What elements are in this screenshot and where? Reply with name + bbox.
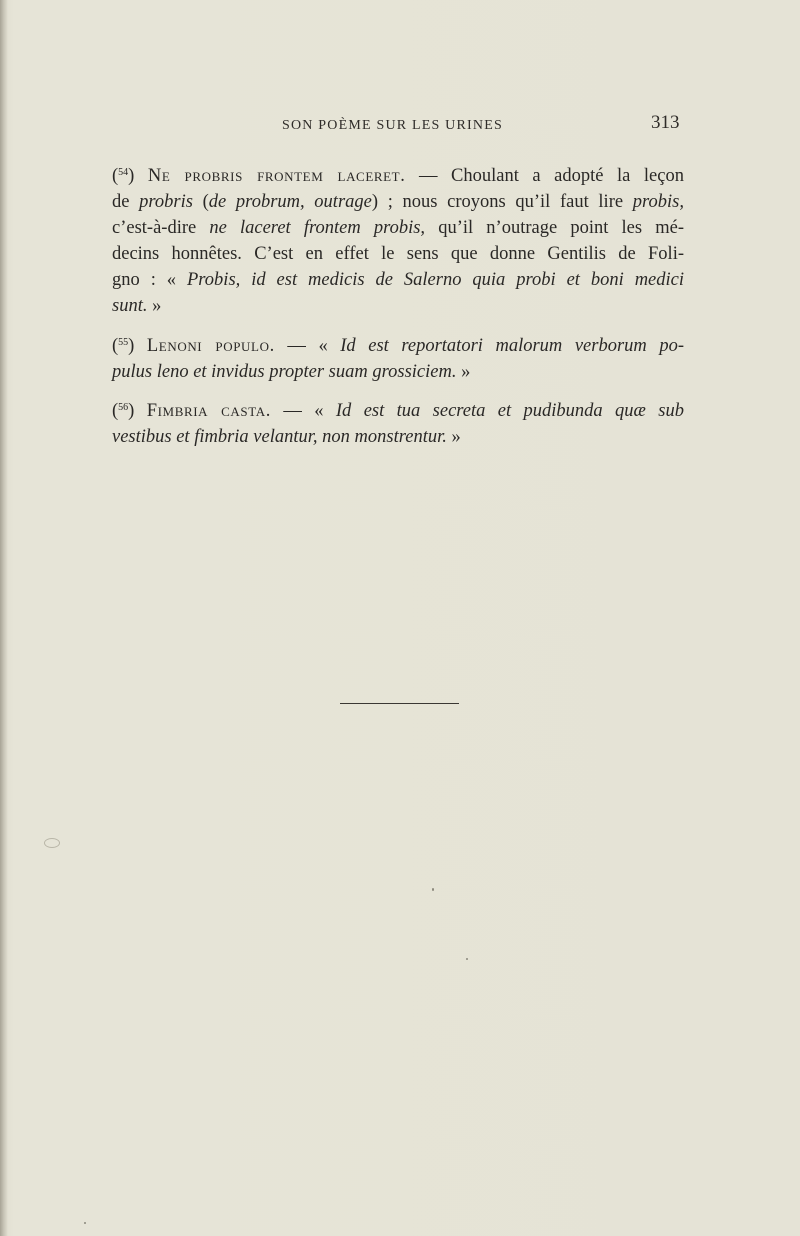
note-line: ($^{54}$) Ne probris frontem laceret. — Choulant a adopté la leçon	[112, 166, 684, 186]
page-number: 313	[651, 112, 680, 133]
note-italic: Id est reportatori malorum verborum po-	[340, 336, 685, 356]
paper-speck	[84, 1222, 86, 1224]
note-text: decins honnêtes. C’est en effet le sens que donne Gentilis de Foli-	[112, 244, 684, 264]
note-text: ) ; nous croyons qu’il faut lire	[371, 192, 633, 212]
note-italic: ne laceret frontem probis,	[209, 218, 426, 238]
note-italic: pulus leno et invidus propter suam grossiciem.	[112, 362, 457, 382]
footnote-55	[112, 330, 684, 385]
note-line: ($^{55}$) Lenoni populo. — « Id est reportatori malorum verborum po-	[112, 336, 685, 356]
end-rule	[340, 703, 459, 704]
note-text: — «	[270, 401, 336, 421]
footnote-56	[112, 395, 684, 450]
note-text: gno : «	[112, 270, 187, 290]
note-italic: Probis, id est medicis de Salerno quia probi et boni medici	[186, 270, 685, 290]
note-line: ($^{56}$) Fimbria casta. — « Id est tua secreta et pudibunda quæ sub	[112, 401, 684, 421]
note-italic: probris	[139, 192, 193, 212]
running-head: SON POÈME SUR LES URINES	[282, 118, 503, 133]
note-text: — Choulant a adopté la leçon	[405, 166, 684, 186]
note-number: 54	[118, 167, 129, 178]
note-line	[112, 241, 684, 267]
note-number: 55	[118, 337, 129, 348]
paper-mark	[44, 838, 60, 848]
note-text: qu’il n’outrage point les mé-	[425, 218, 684, 238]
note-line	[112, 267, 684, 293]
paper-speck	[432, 888, 434, 891]
note-text: »	[446, 427, 461, 447]
note-line	[112, 424, 684, 450]
note-text: (	[192, 192, 209, 212]
binding-edge	[0, 0, 8, 1236]
note-line	[112, 293, 684, 319]
note-text: de	[112, 192, 140, 212]
note-text: »	[147, 296, 162, 316]
note-text: — «	[274, 336, 341, 356]
note-title: Lenoni populo.	[146, 336, 275, 356]
note-line	[112, 359, 684, 385]
note-title: Ne probris frontem laceret.	[147, 166, 406, 186]
note-italic: probis,	[632, 192, 684, 212]
paper-speck	[466, 958, 468, 960]
note-italic: Id est tua secreta et pudibunda quæ sub	[335, 401, 684, 421]
note-title: Fimbria casta.	[146, 401, 271, 421]
note-number: 56	[118, 402, 129, 413]
note-italic: de probrum, outrage	[208, 192, 372, 212]
note-line	[112, 189, 684, 215]
note-text: »	[456, 362, 471, 382]
footnote-54	[112, 160, 684, 319]
note-line	[112, 215, 684, 241]
note-italic: vestibus et fimbria velantur, non monstrentur.	[112, 427, 447, 447]
note-text: c’est-à-dire	[112, 218, 210, 238]
note-italic: sunt.	[112, 296, 148, 316]
